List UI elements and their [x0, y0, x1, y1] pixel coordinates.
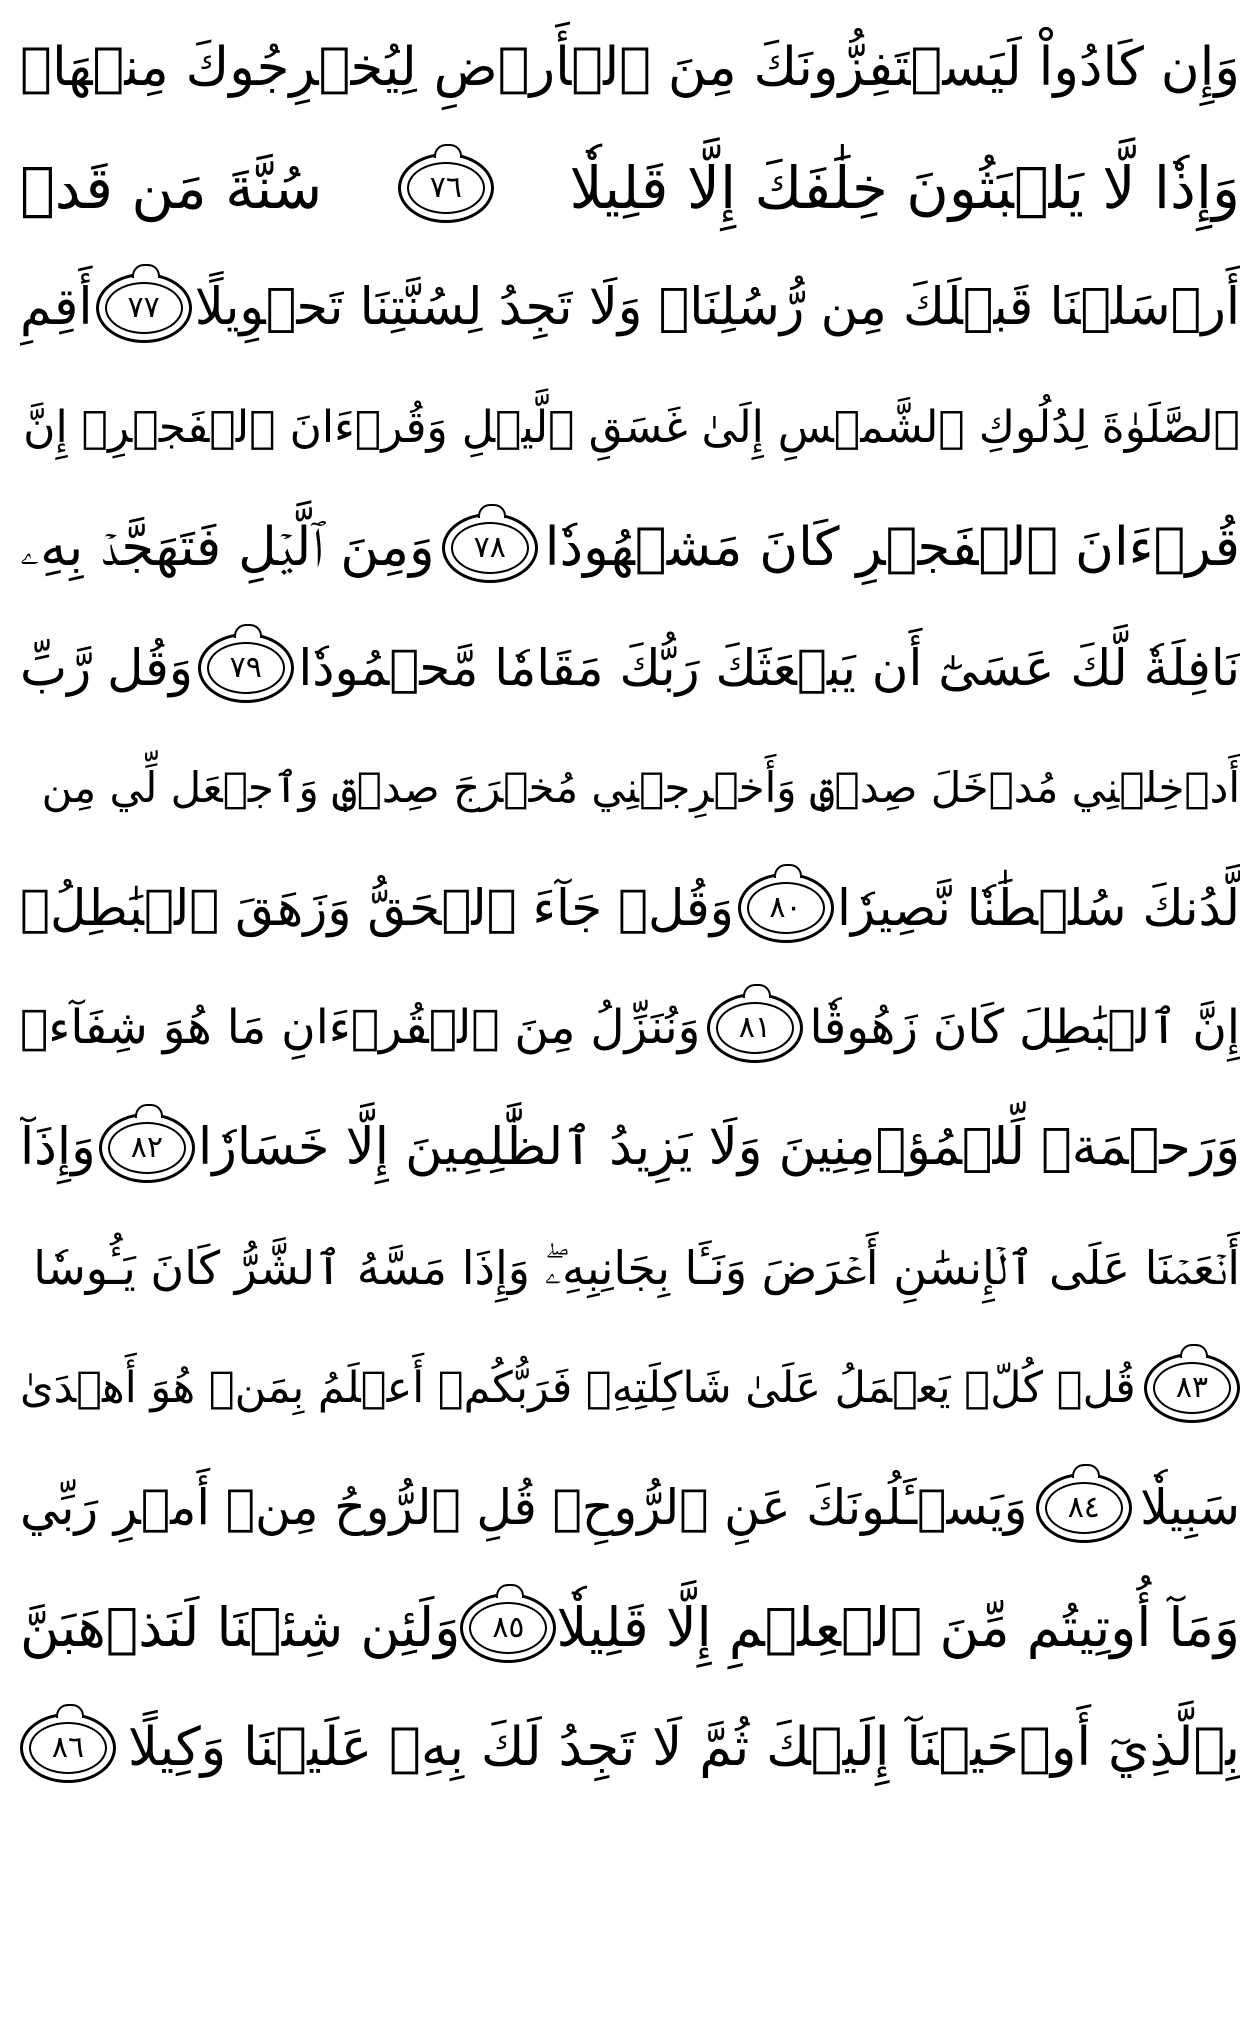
text-line	[20, 488, 1240, 608]
verse-text: وَنُنَزِّلُ مِنَ ٱلۡقُرۡءَانِ مَا هُوَ شِفَآءٞ	[20, 1000, 701, 1055]
ayah-number: ٨٣	[1175, 1370, 1209, 1405]
text-line	[20, 848, 1240, 968]
verse-text: بِٱلَّذِيٓ أَوۡحَيۡنَآ إِلَيۡكَ ثُمَّ لَا تَجِدُ لَكَ بِهِۦ عَلَيۡنَا وَكِيلًا	[127, 1717, 1240, 1778]
ayah-end-marker	[96, 273, 192, 343]
ayah-number: ٨٤	[1067, 1490, 1100, 1525]
verse-text: سُنَّةَ مَن قَدۡ	[20, 154, 323, 222]
verse-text: إِنَّ ٱلۡبَٰطِلَ كَانَ زَهُوقٗا	[809, 1000, 1240, 1055]
verse-text: نَافِلَةٗ لَّكَ عَسَىٰٓ أَن يَبۡعَثَكَ رَبُّكَ مَقَامٗا مَّحۡمُودٗا	[298, 639, 1240, 697]
text-line	[20, 608, 1240, 728]
ayah-end-marker	[99, 1113, 195, 1183]
verse-text: قُلۡ كُلّٞ يَعۡمَلُ عَلَىٰ شَاكِلَتِهِۦ فَرَبُّكُمۡ أَعۡلَمُ بِمَنۡ هُوَ أَهۡدَىٰ	[20, 1363, 1136, 1413]
ayah-end-marker	[20, 1713, 116, 1783]
verse-text: وَإِن كَادُواْ لَيَسۡتَفِزُّونَكَ مِنَ ٱلۡأَرۡضِ لِيُخۡرِجُوكَ مِنۡهَاۖ	[20, 37, 1240, 98]
ayah-number: ٨٥	[492, 1610, 525, 1645]
ayah-end-marker	[1036, 1473, 1132, 1543]
verse-text: وَقُلۡ جَآءَ ٱلۡحَقُّ وَزَهَقَ ٱلۡبَٰطِلُۚ	[20, 879, 734, 937]
text-line	[20, 1088, 1240, 1208]
text-line	[20, 8, 1240, 128]
verse-text: وَإِذَآ	[20, 1118, 96, 1177]
verse-text: وَقُل رَّبِّ	[20, 639, 194, 697]
ayah-number: ٨٦	[51, 1730, 85, 1765]
text-line	[20, 248, 1240, 368]
verse-text: وَمِنَ ٱلَّيۡلِ فَتَهَجَّدۡ بِهِۦ	[20, 517, 435, 578]
ayah-end-marker	[442, 513, 538, 583]
text-line	[20, 968, 1240, 1088]
verse-text: أَدۡخِلۡنِي مُدۡخَلَ صِدۡقٖ وَأَخۡرِجۡنِي مُخۡرَجَ صِدۡقٖ وَٱجۡعَل لِّي مِن	[41, 763, 1240, 812]
ayah-number: ٨٢	[130, 1130, 163, 1165]
verse-text: وَيَسۡـَٔلُونَكَ عَنِ ٱلرُّوحِۖ قُلِ ٱلرُّوحُ مِنۡ أَمۡرِ رَبِّي	[20, 1479, 1028, 1536]
ayah-number: ٧٨	[473, 530, 506, 565]
verse-text: وَرَحۡمَةٞ لِّلۡمُؤۡمِنِينَ وَلَا يَزِيدُ ٱلظَّٰلِمِينَ إِلَّا خَسَارٗا	[198, 1118, 1240, 1177]
verse-text: أَقِمِ	[20, 278, 93, 337]
verse-text: وَلَئِن شِئۡنَا لَنَذۡهَبَنَّ	[20, 1596, 461, 1659]
verse-text: لَّدُنكَ سُلۡطَٰنٗا نَّصِيرٗا	[837, 879, 1240, 937]
ayah-number: ٧٧	[127, 290, 160, 325]
verse-text: قُرۡءَانَ ٱلۡفَجۡرِ كَانَ مَشۡهُودٗا	[544, 517, 1240, 578]
text-line	[20, 368, 1240, 488]
ayah-end-marker	[1144, 1353, 1240, 1423]
verse-text: سَبِيلٗا	[1140, 1479, 1240, 1536]
ayah-end-marker	[707, 993, 803, 1063]
text-line	[20, 1208, 1240, 1328]
verse-text: وَمَآ أُوتِيتُم مِّنَ ٱلۡعِلۡمِ إِلَّا قَلِيلٗا	[556, 1596, 1240, 1659]
text-line	[20, 1688, 1240, 1808]
verse-text: وَإِذٗا لَّا يَلۡبَثُونَ خِلَٰفَكَ إِلَّا قَلِيلٗا	[569, 154, 1240, 222]
ayah-number: ٨٠	[769, 890, 802, 925]
ayah-end-marker	[460, 1593, 556, 1663]
ayah-number: ٨١	[738, 1010, 772, 1045]
ayah-number: ٧٩	[229, 650, 262, 685]
text-line	[20, 128, 1240, 248]
verse-text: ٱلصَّلَوٰةَ لِدُلُوكِ ٱلشَّمۡسِ إِلَىٰ غَسَقِ ٱلَّيۡلِ وَقُرۡءَانَ ٱلۡفَجۡرِۖ إِنَّ	[23, 402, 1240, 453]
text-line	[20, 1568, 1240, 1688]
ayah-end-marker	[198, 633, 294, 703]
text-line	[20, 1328, 1240, 1448]
verse-text: أَرۡسَلۡنَا قَبۡلَكَ مِن رُّسُلِنَاۖ وَلَا تَجِدُ لِسُنَّتِنَا تَحۡوِيلًا	[194, 278, 1240, 337]
ayah-end-marker	[398, 153, 494, 223]
ayah-number: ٧٦	[429, 170, 462, 205]
verse-text: أَنۡعَمۡنَا عَلَى ٱلۡإِنسَٰنِ أَعۡرَضَ وَنَـَٔا بِجَانِبِهِۦۖ وَإِذَا مَسَّهُ ٱلشَّرُّ كَانَ يَـُٔوسٗا	[33, 1241, 1240, 1295]
ayah-end-marker	[738, 873, 834, 943]
text-line	[20, 728, 1240, 848]
text-line	[20, 1448, 1240, 1568]
